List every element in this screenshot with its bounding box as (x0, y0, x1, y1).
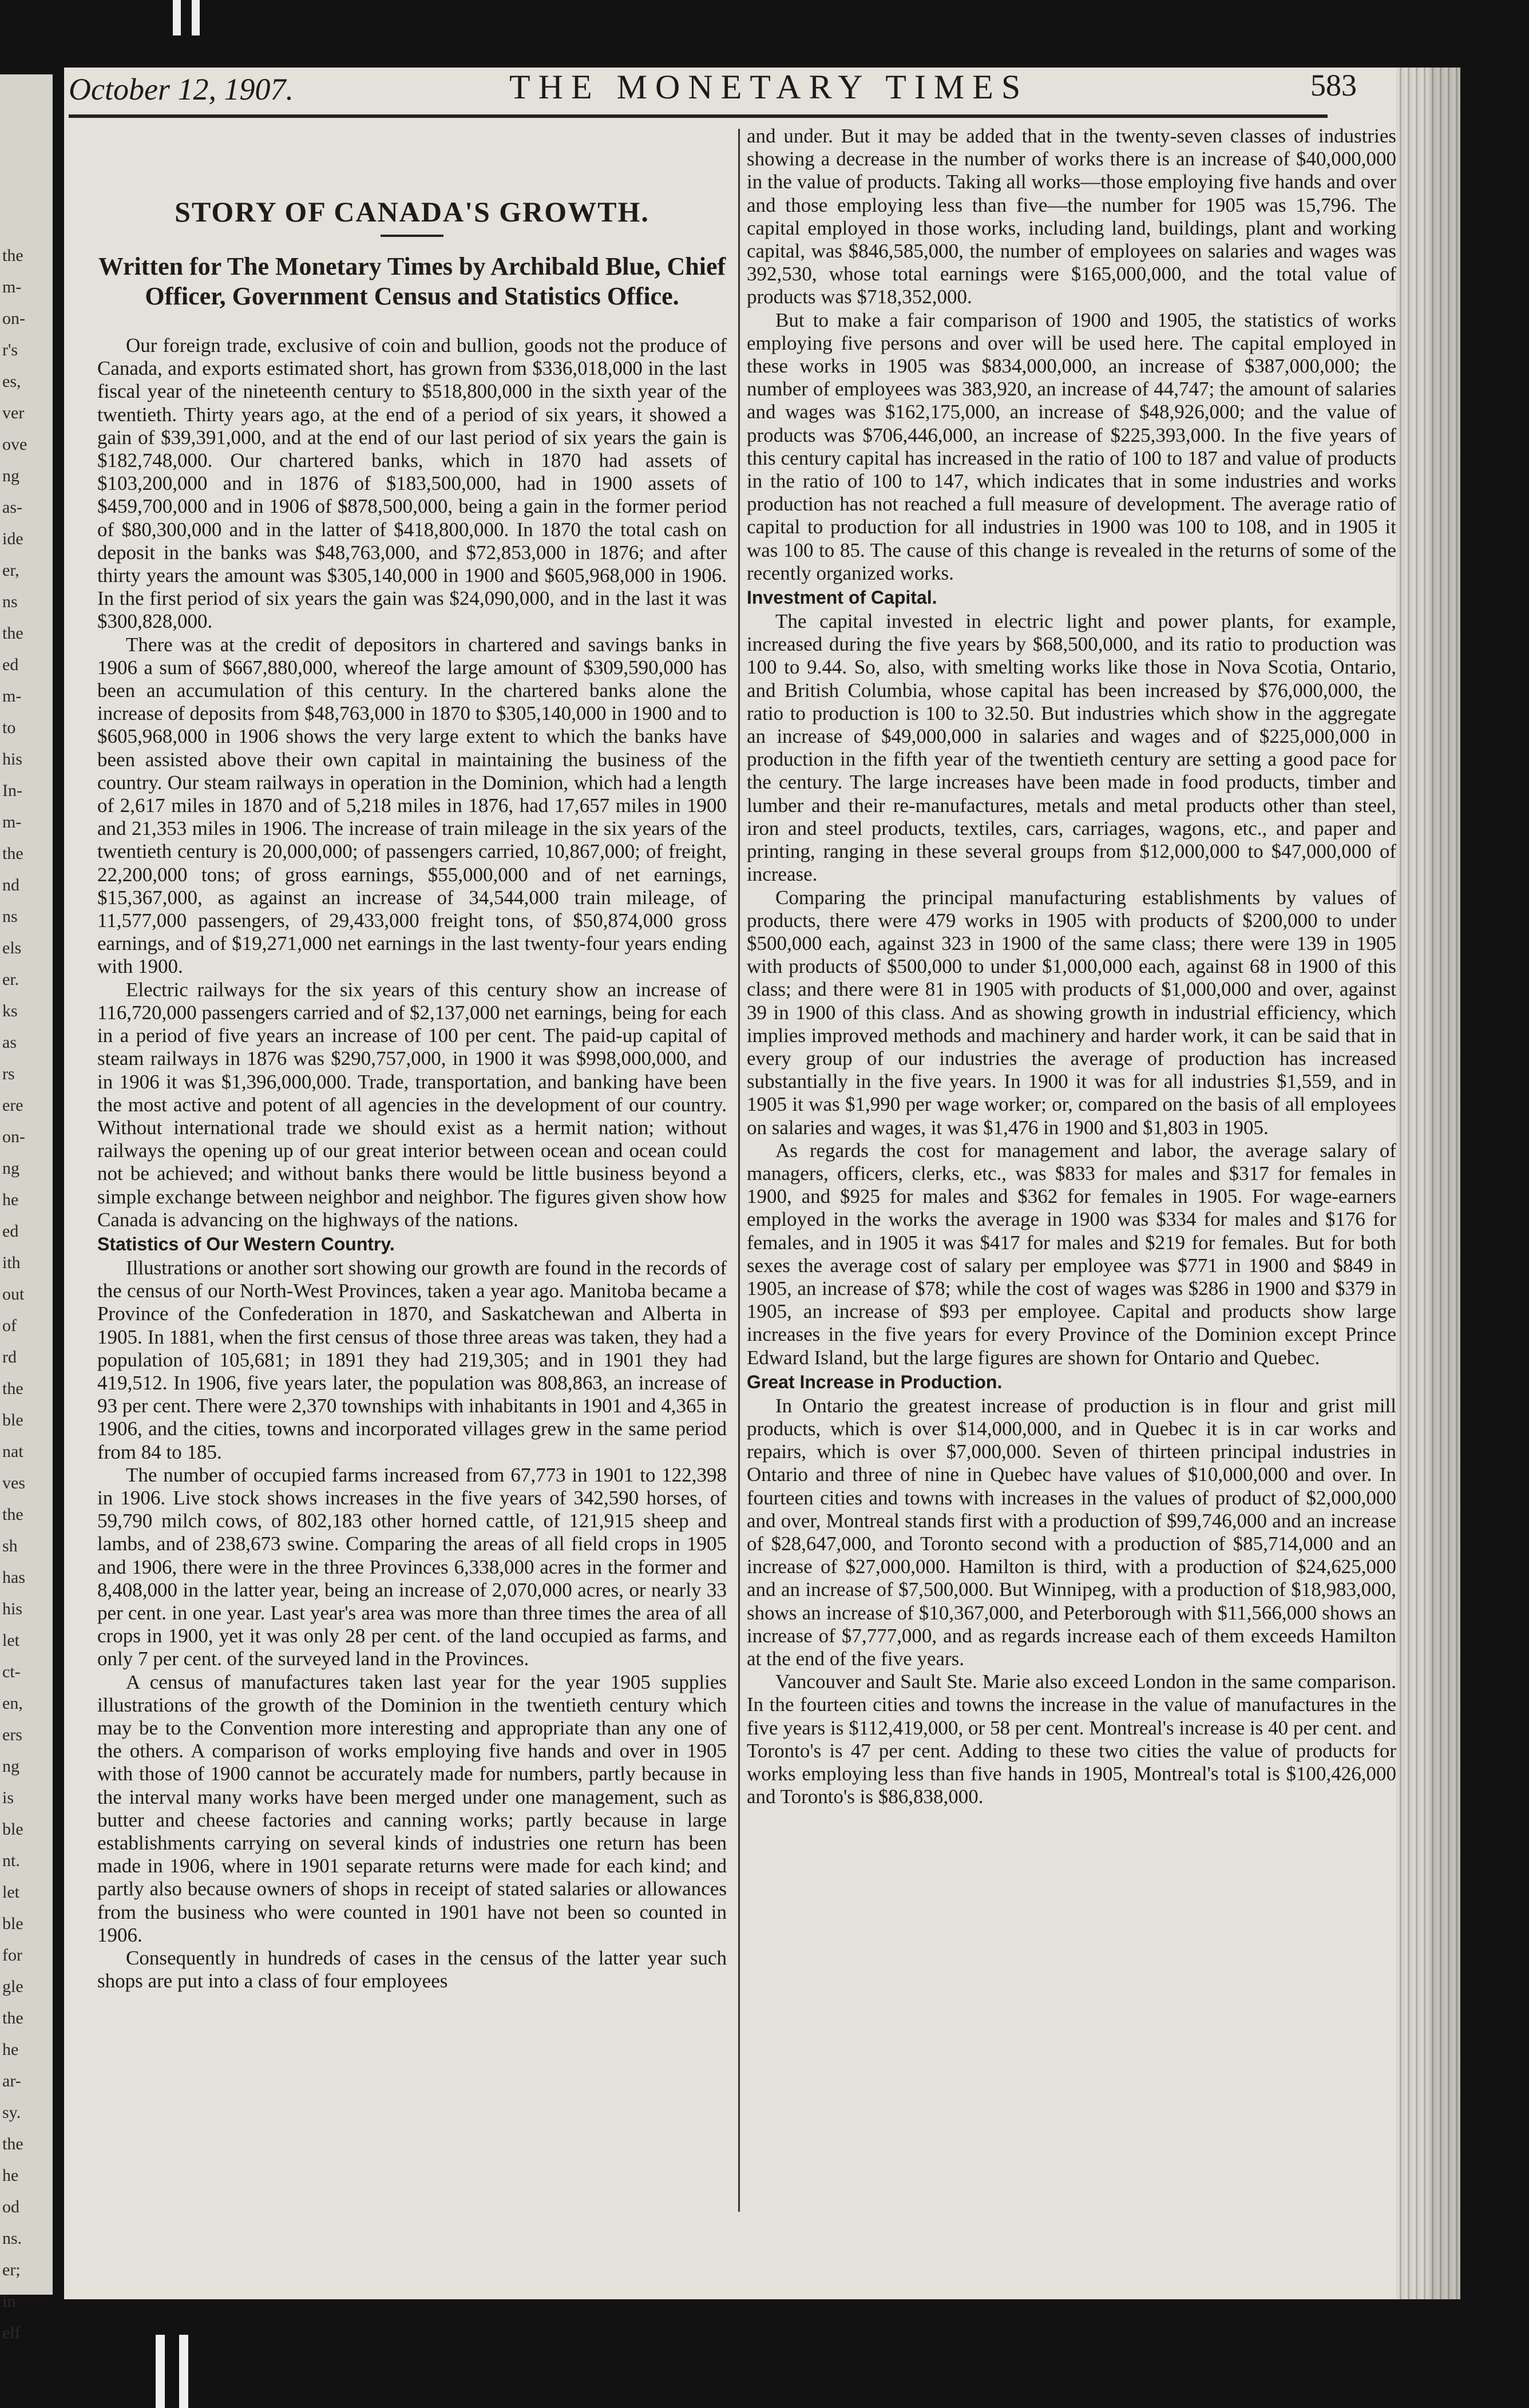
adjacent-page-word: the (2, 623, 23, 643)
adjacent-page-word: ble (2, 1914, 23, 1933)
paragraph: Our foreign trade, exclusive of coin and bullion, goods not the produce of Canada, and exports estimated short, has grown from $336,018,000 in the last fiscal year of the nineteenth century to $518,800,000 in the sixth year of the twentieth. Thirty years ago, at the end of a period of six years, it showed a gain of $39,391,000, and at the end of our last period of six years the gain is $182,748,000. Our chartered banks, which in 1870 had assets of $103,200,000 and in 1876 of $183,500,000, had in 1900 assets of $459,700,000 and in 1906 of $878,500,000, being a gain in the former period of $80,300,000 and in the latter of $418,800,000. In 1870 the total cash on deposit in the banks was $48,763,000, and $72,853,000 in 1876; and after thirty years the amount was $305,140,000 in 1900 and $605,968,000 in 1906. In the first period of six years the gain was $24,090,000, and in the last it was $300,828,000. (97, 334, 727, 633)
adjacent-page-word: ere (2, 1095, 23, 1115)
adjacent-page-word: er; (2, 2260, 21, 2279)
publication-title: THE MONETARY TIMES (509, 68, 1029, 106)
page-edge-stack (1396, 68, 1460, 2299)
film-bar-bottom-right (179, 2335, 188, 2408)
header-rule (69, 114, 1328, 118)
paragraph: Vancouver and Sault Ste. Marie also exceed London in the same comparison. In the fourteen cities and towns the increase in the value of manufactures in the five years is $112,419,000, or 58 per cent. Montreal's increase is 40 per cent. and Toronto's is 47 per cent. Adding to these two cities the value of products for works employing less than five hands in 1905, Montreal's total is $100,426,000 and Toronto's is $86,838,000. (747, 1670, 1396, 1808)
subhead-production: Great Increase in Production. (747, 1371, 1003, 1392)
adjacent-page-word: as- (2, 497, 22, 517)
page-number: 583 (1310, 68, 1357, 102)
subhead-western: Statistics of Our Western Country. (97, 1233, 395, 1254)
adjacent-page-word: ns (2, 592, 18, 611)
adjacent-page-word: let (2, 1630, 19, 1650)
adjacent-page-word: sh (2, 1536, 18, 1555)
adjacent-page-word: m- (2, 686, 22, 706)
adjacent-page-word: r's (2, 340, 18, 359)
title-rule (381, 235, 443, 237)
paragraph: Consequently in hundreds of cases in the census of the latter year such shops are put into a class of four employees (97, 1947, 727, 1993)
adjacent-page-word: ed (2, 655, 19, 674)
adjacent-page-word: the (2, 2008, 23, 2027)
adjacent-page-word: es, (2, 371, 21, 391)
adjacent-page-word: ble (2, 1819, 23, 1839)
adjacent-page-word: ct- (2, 1662, 21, 1681)
adjacent-page-word: out (2, 1284, 25, 1304)
adjacent-page-word: ith (2, 1253, 21, 1272)
adjacent-page-word: his (2, 1599, 23, 1618)
adjacent-page-word: en, (2, 1693, 23, 1713)
adjacent-page-word: ng (2, 1158, 19, 1178)
adjacent-page-word: rs (2, 1064, 15, 1083)
adjacent-page-word: he (2, 1190, 19, 1209)
adjacent-page-word: er, (2, 560, 19, 580)
adjacent-page-word: in (2, 2291, 16, 2311)
adjacent-page-word: ks (2, 1001, 18, 1020)
adjacent-page-word: ns (2, 906, 18, 926)
film-bar-top-right (192, 0, 200, 35)
adjacent-page-word: ns. (2, 2228, 22, 2248)
article-title: STORY OF CANADA'S GROWTH. (175, 196, 649, 228)
adjacent-page-word: on- (2, 1127, 25, 1146)
adjacent-page-word: In- (2, 781, 22, 800)
paragraph: Comparing the principal manufacturing establishments by values of products, there were 479 works in 1905 with products of $200,000 to under $500,000 each, against 323 in 1900 of the same class; there were 139 in 1905 with products of $500,000 to under $1,000,000 each, against 68 in 1900 of this class; and there were 81 in 1905 with products of $1,000,000 and over, against 39 in 1900 of this class. And as showing growth in industrial efficiency, which implies improved methods and machinery and harder work, it can be said that in every group of our industries the average of production has increased substantially in the five years. In 1900 it was for all industries $1,559, and in 1905 it was $1,990 per wage worker; or, compared on the basis of all employees on salaries and wages, it was $1,476 in 1900 and $1,803 in 1905. (747, 886, 1396, 1139)
adjacent-page-word: ng (2, 1756, 19, 1776)
issue-date: October 12, 1907. (69, 72, 294, 106)
adjacent-page-word: has (2, 1567, 25, 1587)
adjacent-page-word: his (2, 749, 23, 769)
adjacent-page-word: he (2, 2165, 19, 2185)
paragraph: In Ontario the greatest increase of production is in flour and grist mill products, which is over $14,000,000, and in Quebec it is in car works and repairs, which is over $7,000,000. Seven of thirteen principal industries in Ontario and three of nine in Quebec have values of $10,000,000 and over. In fourteen cities and towns with increases in the values of product of $2,000,000 and over, Montreal stands first with a production of $99,746,000 and an increase of $28,647,000, and Toronto second with a production of $85,714,000 and an increase of $27,000,000. Hamilton is third, with a production of $24,625,000 and an increase of $7,500,000. But Winnipeg, with a production of $18,983,000, shows an increase of $10,367,000, and Peterborough with $11,566,000 shows an increase of $7,777,000, and as regards increase each of them exceeds Hamilton at the end of the five years. (747, 1394, 1396, 1670)
adjacent-page-word: ble (2, 1410, 23, 1429)
adjacent-page-word: is (2, 1788, 14, 1807)
adjacent-page-word: er. (2, 969, 19, 989)
paragraph: As regards the cost for management and labor, the average salary of managers, officers, clerks, etc., was $833 for males and $317 for females in 1900, and $925 for males and $362 for females in 1905. For wage-earners employed in the works the average in 1900 was $334 for males and $176 for females, and in 1905 it was $417 for males and $219 for females. But for both sexes the average cost of salary per employee was $771 in 1900 and $849 in 1905, an increase of $78; while the cost of wages was $286 in 1900 and $379 in 1905, an increase of $93 per employee. Capital and products show large increases in the five years for every Province of the Dominion except Prince Edward Island, but the large figures are shown for Ontario and Quebec. (747, 1139, 1396, 1369)
adjacent-page-word: rd (2, 1347, 17, 1367)
adjacent-page-word: ar- (2, 2071, 21, 2090)
adjacent-page-word: the (2, 246, 23, 265)
paragraph: Illustrations or another sort showing our growth are found in the records of the census of our North-West Provinces, taken a year ago. Manitoba became a Province of the Confederation in 1870, and Saskatchewan and Alberta in 1905. In 1881, when the first census of those three areas was taken, they had a population of 105,681; in 1891 they had 219,305; and in 1901 they had 419,512. In 1906, five years later, the population was 808,863, an increase of 93 per cent. There were 2,370 townships with inhabitants in 1901 and 4,365 in 1906, and the cities, towns and incorporated villages grew in the same period from 84 to 185. (97, 1256, 727, 1463)
adjacent-page-word: as (2, 1032, 17, 1052)
film-bar-top-left (173, 0, 181, 35)
adjacent-page-word: ide (2, 529, 23, 548)
column-left (97, 132, 727, 1993)
adjacent-page-word: of (2, 1316, 17, 1335)
adjacent-page-word: elf (2, 2323, 21, 2342)
column-right (747, 125, 1396, 1808)
adjacent-page-word: gle (2, 1977, 23, 1996)
adjacent-page-fragment (0, 74, 53, 2342)
paragraph: and under. But it may be added that in the twenty-seven classes of industries showing a decrease in the number of works there is an increase of $40,000,000 in the value of products. Taking all works—those employing five hands and over and those employing less than five—the number for 1905 was 15,796. The capital employed in those works, including land, buildings, plant and working capital, was $846,585,000, the number of employees on salaries and wages was 392,530, whose total earnings were $165,000,000, and the total value of products was $718,352,000. (747, 125, 1396, 308)
adjacent-page-word: ver (2, 403, 25, 422)
adjacent-page-word: nd (2, 875, 19, 894)
film-bar-bottom-left (156, 2335, 165, 2408)
article-byline: Written for The Monetary Times by Archibald Blue, Chief Officer, Government Census and Statistics Office. (98, 252, 726, 310)
adjacent-page-word: ed (2, 1221, 19, 1241)
column-divider (738, 129, 740, 2212)
paragraph: The capital invested in electric light and power plants, for example, increased during the five years by $68,500,000, and its ratio to production was 100 to 9.44. So, also, with smelting works like those in Nova Scotia, Ontario, and British Columbia, whose capital has been increased by $76,000,000, the ratio to production is 100 to 32.50. But industries which show in the aggregate an increase of $49,000,000 in salaries and wages and of $225,000,000 in production in the fifth year of the twentieth century are setting a good pace for the century. The large increases have been made in food products, timber and lumber and their re-manufactures, metals and metal products other than steel, iron and steel products, textiles, cars, carriages, wagons, etc., and paper and printing, ranging in these several groups from $12,000,000 to $47,000,000 of increase. (747, 610, 1396, 886)
adjacent-page-word: ng (2, 466, 19, 485)
paragraph: Electric railways for the six years of this century show an increase of 116,720,000 passengers carried and of $2,137,000 net earnings, being for each in a period of five years an increase of 100 per cent. The paid-up capital of steam railways in 1876 was $290,757,000, in 1900 it was $998,000,000, and in 1906 it was $1,396,000,000. Trade, transportation, and banking have been the most active and potent of all agencies in the development of our country. Without international trade we should exist as a hermit nation; without railways the opening up of our great interior between ocean and ocean could not be achieved; and without banks there would be little business beyond a simple exchange between neighbor and neighbor. The figures given show how Canada is advancing on the highways of the nations. (97, 978, 727, 1231)
adjacent-page-word: ers (2, 1725, 22, 1744)
adjacent-page-word: the (2, 2134, 23, 2153)
paragraph: There was at the credit of depositors in chartered and savings banks in 1906 a sum of $667,880,000, whereof the large amount of $309,590,000 has been an accumulation of this century. In the chartered banks alone the increase of deposits from $48,763,000 in 1870 to $305,140,000 in 1900 and to $605,968,000 in 1906 shows the very large extent to which the banks have been assisted above their own capital in maintaining the business of the country. Our steam railways in operation in the Dominion, which had a length of 2,617 miles in 1870 and of 5,218 miles in 1876, had 17,657 miles in 1900 and 21,353 miles in 1906. The increase of train mileage in the six years of the twentieth century is 20,000,000; of passengers carried, 10,867,000; of freight, 22,200,000 tons; of gross earnings, $55,000,000 and of net earnings, $15,367,000, as against an increase of 34,544,000 train mileage, of 11,577,000 passengers, of 29,433,000 freight tons, of $50,874,000 gross earnings, and of $19,271,000 net earnings in the last twenty-four years ending with 1900. (97, 633, 727, 978)
adjacent-page-word: the (2, 1379, 23, 1398)
adjacent-page-word: nt. (2, 1851, 20, 1870)
adjacent-page-word: he (2, 2039, 19, 2059)
adjacent-page-word: m- (2, 277, 22, 296)
adjacent-page-word: sy. (2, 2102, 21, 2122)
subhead-capital: Investment of Capital. (747, 587, 937, 608)
adjacent-page-word: od (2, 2197, 19, 2216)
paragraph: A census of manufactures taken last year for the year 1905 supplies illustrations of the growth of the Dominion in the twentieth century which may be to the Convention more interesting and appropriate than any one of the others. A comparison of works employing five hands and over in 1905 with those of 1900 cannot be accurately made for numbers, partly because in the interval many works have been merged under one management, such as butter and cheese factories and canning works; partly because in large establishments carrying on several kinds of industries one return has been made in 1906, where in 1901 separate returns were made for each kind; and partly also because owners of shops in receipt of stated salaries or allowances from the business who were counted in 1901 have not been so counted in 1906. (97, 1670, 727, 1946)
adjacent-page-word: the (2, 1504, 23, 1524)
adjacent-page-word: to (2, 718, 16, 737)
adjacent-page-word: m- (2, 812, 22, 831)
adjacent-page-word: ove (2, 434, 27, 454)
adjacent-page-word: els (2, 938, 22, 957)
paragraph: But to make a fair comparison of 1900 and 1905, the statistics of works employing five persons and over will be used here. The capital employed in these works in 1905 was $834,000,000, an increase of $387,000,000; the number of employees was 383,920, an increase of 44,747; the amount of salaries and wages was $162,175,000, an increase of $48,926,000; and the value of products was $706,446,000, an increase of $225,393,000. In the five years of this century capital has increased in the ratio of 100 to 187 and value of products in the ratio of 100 to 147, which indicates that in some industries and works production has not reached a full measure of development. The average ratio of capital to production for all industries in 1900 was 100 to 108, and in 1905 it was 100 to 85. The cause of this change is revealed in the returns of some of the recently organized works. (747, 308, 1396, 584)
adjacent-page-word: nat (2, 1441, 23, 1461)
adjacent-page-word: ves (2, 1473, 25, 1492)
adjacent-page-word: for (2, 1945, 22, 1965)
adjacent-page-word: on- (2, 308, 25, 328)
paragraph: The number of occupied farms increased from 67,773 in 1901 to 122,398 in 1906. Live stock shows increases in the five years of 342,590 horses, of 59,790 milch cows, of 802,183 other horned cattle, of 121,915 sheep and lambs, and of 238,673 swine. Comparing the areas of all field crops in 1905 and 1906, there were in the three Provinces 6,338,000 acres in the former and 8,408,000 in the latter year, being an increase of 2,070,000 acres, or nearly 33 per cent. in one year. Last year's area was more than three times the area of all crops in 1900, yet it was only 28 per cent. of the land occupied as farms, and only 7 per cent. of the surveyed land in the Provinces. (97, 1463, 727, 1670)
adjacent-page-word: let (2, 1882, 19, 1902)
adjacent-page-word: the (2, 843, 23, 863)
